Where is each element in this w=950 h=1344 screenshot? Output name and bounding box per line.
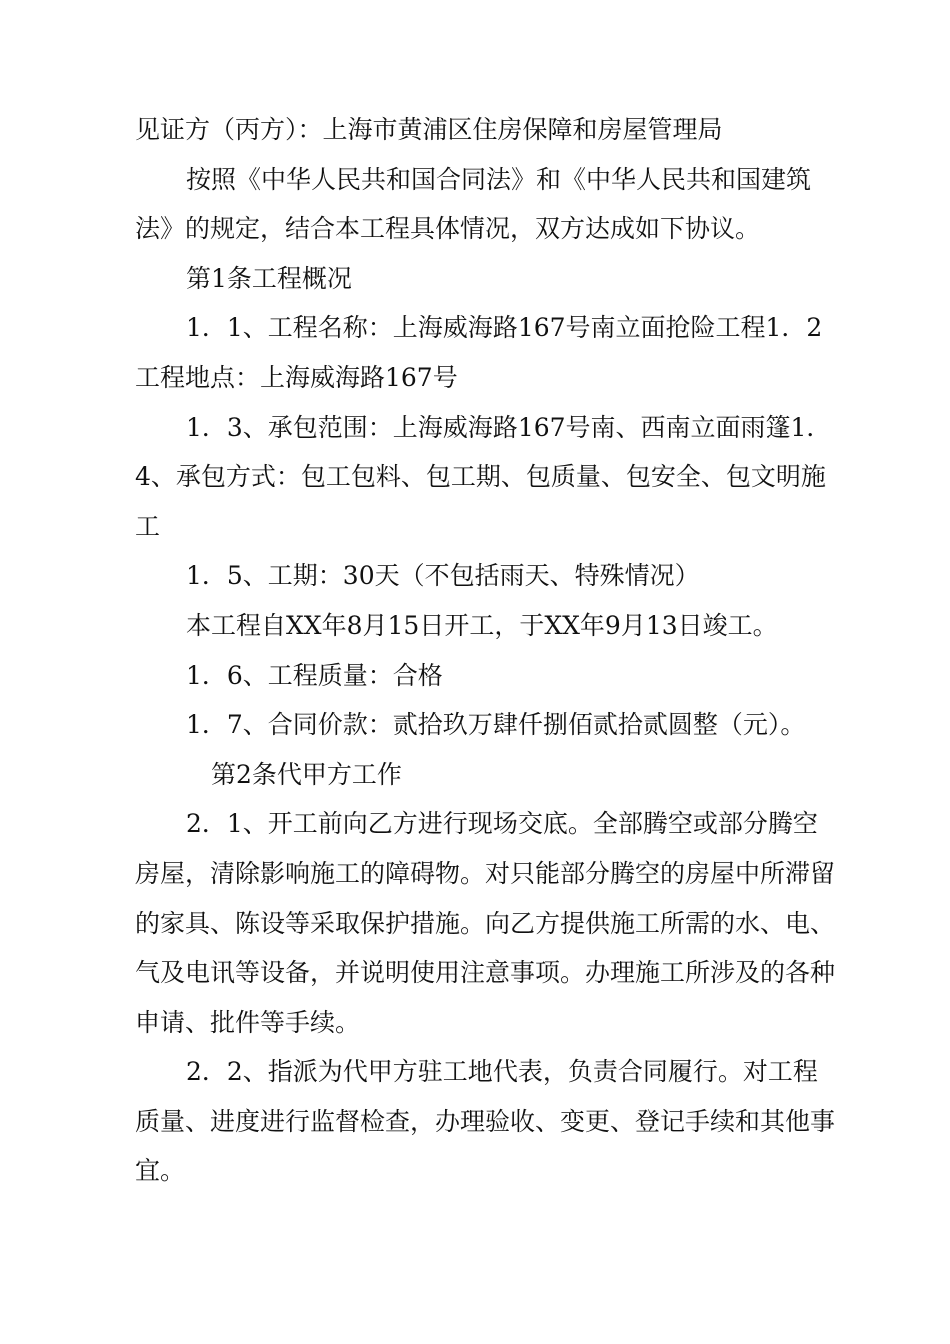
clause-1-6: 1．6、工程质量：合格	[186, 660, 443, 690]
document-body	[135, 105, 835, 1196]
article-2-heading: 第2条代甲方工作	[211, 759, 402, 789]
clause-1-7: 1．7、合同价款：贰拾玖万肆仟捌佰贰拾贰圆整（元）。	[186, 710, 806, 740]
clause-1-3-1-4: 1．3、承包范围：上海威海路167号南、西南立面雨篷1．4、承包方式：包工包料、包工期、包质量、包安全、包文明施工	[135, 412, 832, 541]
article-1-heading: 第1条工程概况	[186, 263, 352, 293]
clause-2-2: 2．2、指派为代甲方驻工地代表，负责合同履行。对工程质量、进度进行监督检查，办理验收、变更、登记手续和其他事宜。	[135, 1057, 836, 1186]
schedule-paragraph: 本工程自XX年8月15日开工，于XX年9月13日竣工。	[186, 610, 778, 640]
clause-2-1: 2．1、开工前向乙方进行现场交底。全部腾空或部分腾空房屋，清除影响施工的障碍物。对只能部分腾空的房屋中所滞留的家具、陈设等采取保护措施。向乙方提供施工所需的水、电、气及电讯等设备，并说明使用注意事项。办理施工所涉及的各种申请、批件等手续。	[135, 809, 836, 1037]
clause-1-1-1-2: 1．1、工程名称：上海威海路167号南立面抢险工程1．2工程地点：上海威海路167号	[135, 313, 823, 392]
witness-party-line: 见证方（丙方）：上海市黄浦区住房保障和房屋管理局	[135, 115, 723, 144]
preamble-paragraph: 按照《中华人民共和国合同法》和《中华人民共和国建筑法》的规定，结合本工程具体情况，双方达成如下协议。	[135, 164, 812, 244]
clause-1-5: 1．5、工期：30天（不包括雨天、特殊情况）	[186, 561, 700, 591]
